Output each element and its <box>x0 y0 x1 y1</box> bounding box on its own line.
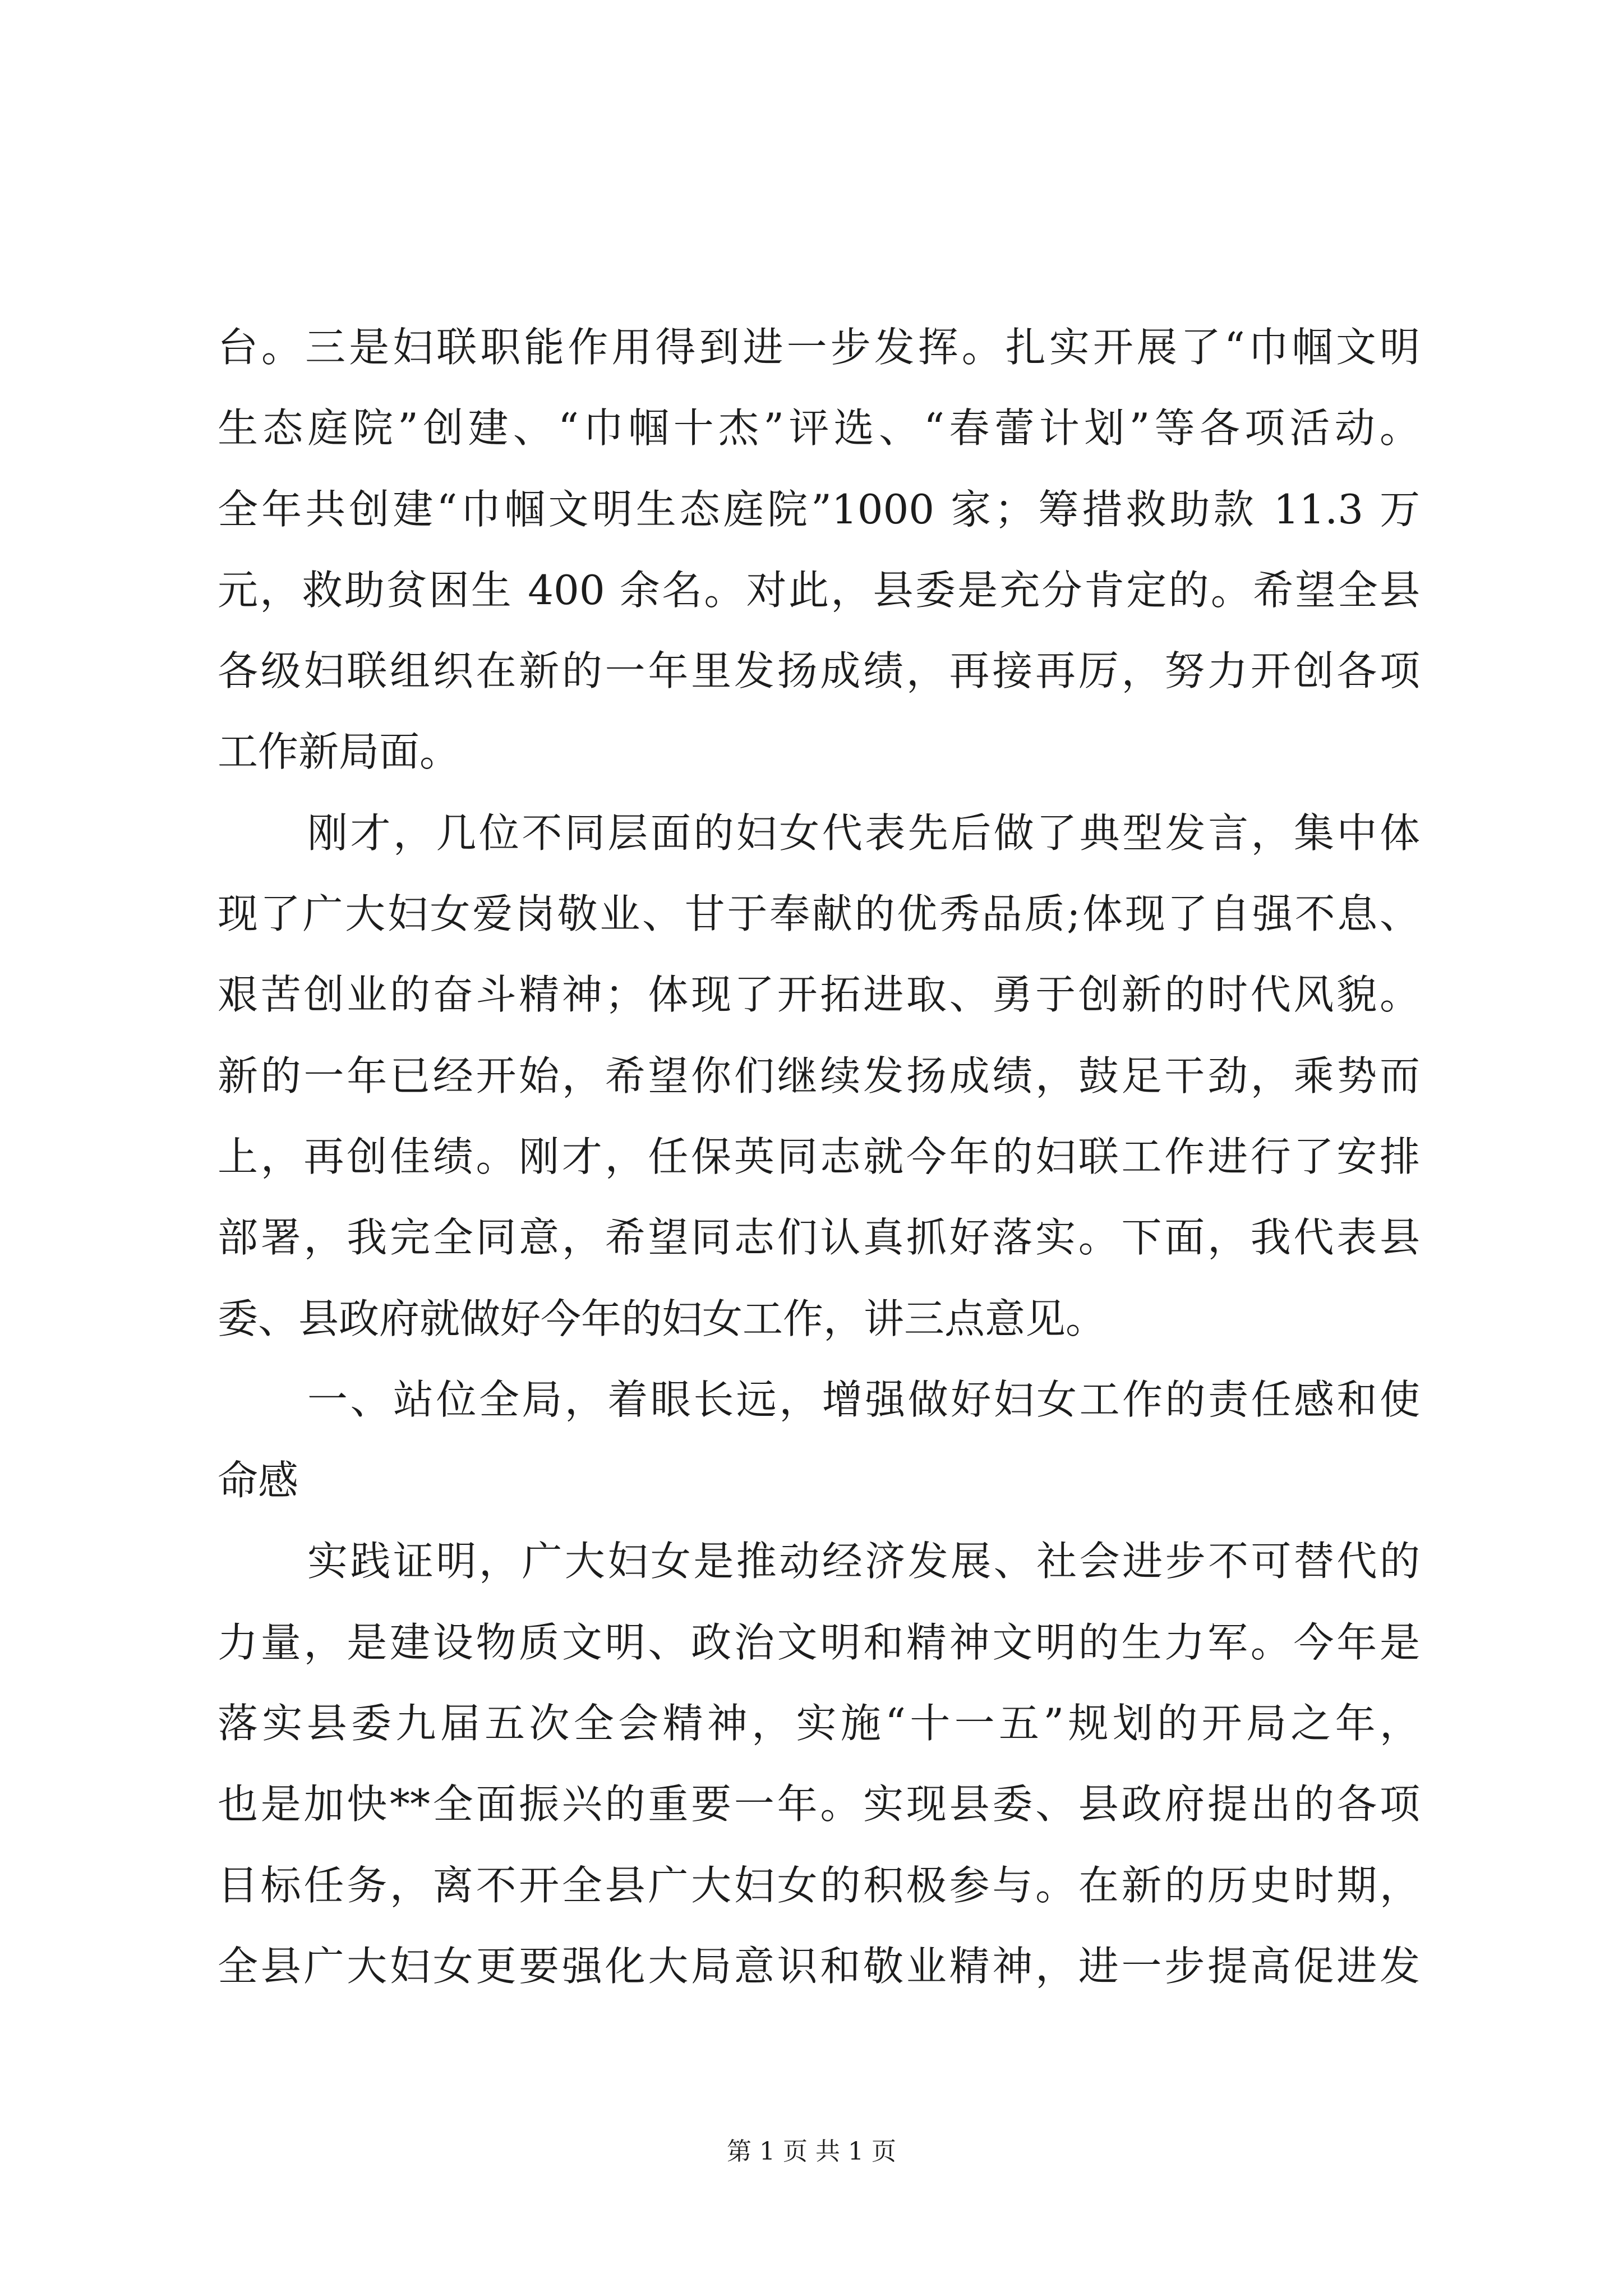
text-line: 力量，是建设物质文明、政治文明和精神文明的生力军。今年是 <box>218 1618 1420 1666</box>
text-line: 全年共创建“巾帼文明生态庭院”1000 家；筹措救助款 11.3 万 <box>218 485 1420 533</box>
paragraph <box>218 307 1420 793</box>
text-line: 落实县委九届五次全会精神，实施“十一五”规划的开局之年， <box>218 1700 1420 1747</box>
text-line: 生态庭院”创建、“巾帼十杰”评选、“春蕾计划”等各项活动。 <box>218 404 1420 452</box>
text-line: 元，救助贫困生 400 余名。对此，县委是充分肯定的。希望全县 <box>218 566 1420 614</box>
text-line: 实践证明，广大妇女是推动经济发展、社会进步不可替代的 <box>307 1538 1420 1585</box>
text-line: 工作新局面。 <box>218 728 460 776</box>
text-line: 全县广大妇女更要强化大局意识和敬业精神，进一步提高促进发 <box>218 1942 1420 1990</box>
text-line: 部署，我完全同意，希望同志们认真抓好落实。下面，我代表县 <box>218 1214 1420 1262</box>
text-line: 一、站位全局，着眼长远，增强做好妇女工作的责任感和使 <box>307 1375 1420 1423</box>
document-body <box>218 307 1420 2007</box>
text-line: 新的一年已经开始，希望你们继续发扬成绩，鼓足干劲，乘势而 <box>218 1052 1420 1099</box>
text-line: 上，再创佳绩。刚才，任保英同志就今年的妇联工作进行了安排 <box>218 1133 1420 1180</box>
text-line: 命感 <box>218 1457 299 1504</box>
text-line: 台。三是妇联职能作用得到进一步发挥。扎实开展了“巾帼文明 <box>218 324 1420 371</box>
section-heading <box>218 1359 1420 1521</box>
text-line: 现了广大妇女爱岗敬业、甘于奉献的优秀品质;体现了自强不息、 <box>218 890 1420 938</box>
text-line: 目标任务，离不开全县广大妇女的积极参与。在新的历史时期， <box>218 1861 1420 1909</box>
text-line: 刚才，几位不同层面的妇女代表先后做了典型发言，集中体 <box>307 809 1420 857</box>
page-footer <box>0 2135 1623 2169</box>
text-line: 委、县政府就做好今年的妇女工作，讲三点意见。 <box>218 1295 1106 1342</box>
text-line: 各级妇联组织在新的一年里发扬成绩，再接再厉，努力开创各项 <box>218 647 1420 695</box>
text-line: 艰苦创业的奋斗精神；体现了开拓进取、勇于创新的时代风貌。 <box>218 971 1420 1019</box>
paragraph <box>218 793 1420 1359</box>
text-line: 也是加快**全面振兴的重要一年。实现县委、县政府提出的各项 <box>218 1780 1420 1828</box>
page-number: 第 1 页 共 1 页 <box>727 2137 896 2166</box>
paragraph <box>218 1521 1420 2007</box>
